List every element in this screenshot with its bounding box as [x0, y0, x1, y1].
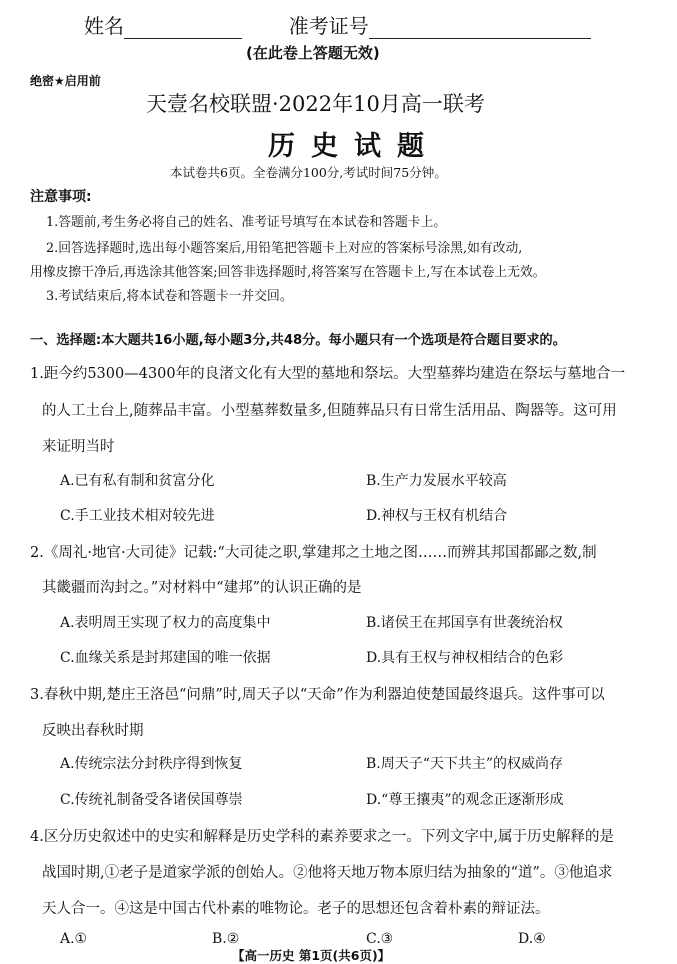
q3-option-c[interactable]: C.传统礼制备受各诸侯国尊崇 [60, 792, 243, 808]
q3-option-a[interactable]: A.传统宗法分封秩序得到恢复 [60, 756, 243, 772]
q4-line-3: 天人合一。④这是中国古代朴素的唯物论。老子的思想还包含着朴素的辩证法。 [42, 901, 550, 917]
q4-line-1: 4.区分历史叙述中的史实和解释是历史学科的素养要求之一。下列文字中,属于历史解释的是 [30, 829, 614, 845]
q2-line-1: 2.《周礼·地官·大司徒》记载:“大司徒之职,掌建邦之土地之图……而辨其邦国都鄙之数,制 [30, 545, 597, 561]
q2-option-a[interactable]: A.表明周王实现了权力的高度集中 [60, 615, 271, 631]
section-one-heading: 一、选择题:本大题共16小题,每小题3分,共48分。每小题只有一个选项是符合题目要求的。 [30, 333, 566, 348]
q4-option-d[interactable]: D.④ [518, 931, 546, 947]
q1-line-1: 1.距今约5300—4300年的良渚文化有大型的墓地和祭坛。大型墓葬均建造在祭坛与墓地合一 [30, 366, 626, 382]
secret-tag: 绝密★启用前 [30, 74, 101, 88]
exam-info: 本试卷共6页。全卷满分100分,考试时间75分钟。 [170, 165, 447, 180]
notice-item-1: 1.答题前,考生务必将自己的姓名、准考证号填写在本试卷和答题卡上。 [46, 215, 447, 230]
name-field[interactable] [124, 16, 242, 39]
exam-number-field[interactable] [369, 16, 591, 39]
q4-option-b[interactable]: B.② [212, 931, 240, 947]
q2-option-d[interactable]: D.具有王权与神权相结合的色彩 [366, 650, 564, 666]
exam-number-label: 准考证号 [288, 14, 369, 38]
q1-option-a[interactable]: A.已有私有制和贫富分化 [60, 473, 215, 489]
page-footer: 【高一历史 第1页(共6页)】 [232, 948, 391, 963]
invalid-note: (在此卷上答题无效) [246, 44, 380, 62]
subject-title: 历史试题 [268, 131, 440, 162]
q1-line-2: 的人工土台上,随葬品丰富。小型墓葬数量多,但随葬品只有日常生活用品、陶器等。这可用 [42, 403, 617, 419]
q1-option-d[interactable]: D.神权与王权有机结合 [366, 508, 508, 524]
name-label: 姓名 [84, 14, 124, 38]
q2-option-c[interactable]: C.血缘关系是封邦建国的唯一依据 [60, 650, 271, 666]
q1-line-3: 来证明当时 [42, 439, 115, 455]
q2-line-2: 其畿疆而沟封之。”对材料中“建邦”的认识正确的是 [42, 580, 362, 596]
header-fields [84, 10, 591, 39]
q4-option-a[interactable]: A.① [60, 931, 88, 947]
q4-line-2: 战国时期,①老子是道家学派的创始人。②他将天地万物本原归结为抽象的“道”。③他追求 [42, 865, 613, 881]
exam-title: 天壹名校联盟·2022年10月高一联考 [146, 92, 485, 116]
q3-option-d[interactable]: D.“尊王攘夷”的观念正逐渐形成 [366, 792, 564, 808]
notice-item-3: 3.考试结束后,将本试卷和答题卡一并交回。 [46, 289, 293, 304]
notice-item-2-line-1: 2.回答选择题时,选出每小题答案后,用铅笔把答题卡上对应的答案标号涂黑,如有改动, [46, 241, 523, 256]
q1-option-b[interactable]: B.生产力发展水平较高 [366, 473, 507, 489]
q3-line-1: 3.春秋中期,楚庄王洛邑“问鼎”时,周天子以“天命”作为利器迫使楚国最终退兵。这件事可以 [30, 687, 605, 703]
q3-line-2: 反映出春秋时期 [42, 723, 144, 739]
q4-option-c[interactable]: C.③ [366, 931, 394, 947]
q2-option-b[interactable]: B.诸侯王在邦国享有世袭统治权 [366, 615, 563, 631]
q1-option-c[interactable]: C.手工业技术相对较先进 [60, 508, 215, 524]
q3-option-b[interactable]: B.周天子“天下共主”的权威尚存 [366, 756, 564, 772]
notice-item-2-line-2: 用橡皮擦干净后,再选涂其他答案;回答非选择题时,将答案写在答题卡上,写在本试卷上无效。 [30, 265, 546, 280]
notice-heading: 注意事项: [30, 189, 92, 205]
